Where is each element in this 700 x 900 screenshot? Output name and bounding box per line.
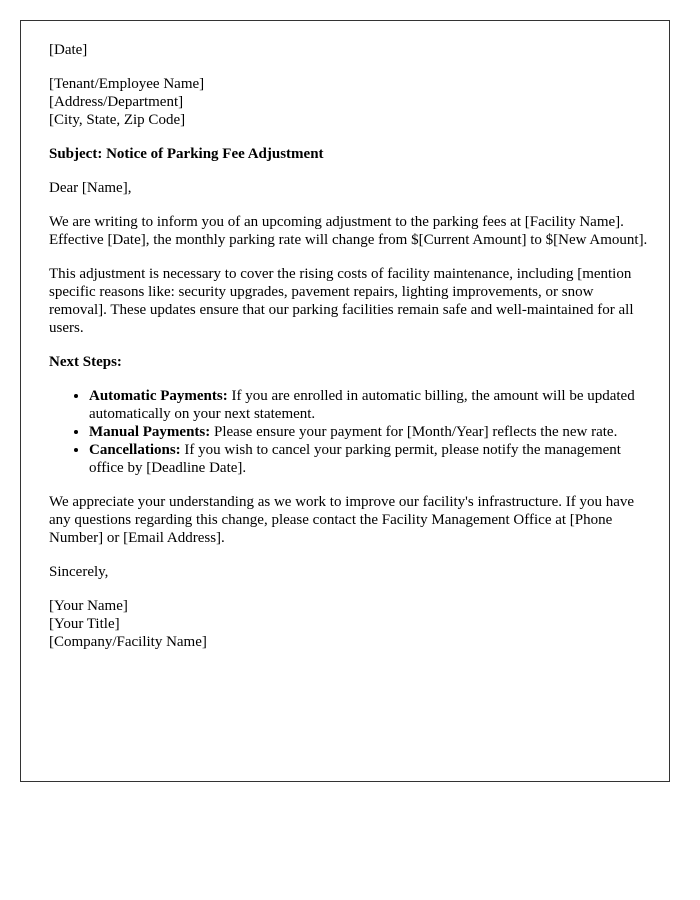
recipient-address-block [49, 75, 649, 129]
step-label: Manual Payments: [89, 424, 211, 440]
letter-date: [Date] [49, 42, 88, 58]
signature-block [49, 597, 649, 651]
letter-closing: Sincerely, [49, 564, 109, 580]
step-text: If you are enrolled in automatic billing, the amount will be updated automatically on your next statement. [89, 388, 635, 422]
letter-salutation: Dear [Name], [49, 180, 132, 196]
step-text: If you wish to cancel your parking permit, please notify the management office by [Deadline Date]. [89, 442, 621, 476]
recipient-name: [Tenant/Employee Name] [49, 76, 205, 92]
signature-company: [Company/Facility Name] [49, 634, 207, 650]
letter-subject: Subject: Notice of Parking Fee Adjustment [49, 146, 324, 162]
step-item-manual-payments [89, 423, 649, 441]
step-item-automatic-payments [89, 387, 649, 423]
step-text: Please ensure your payment for [Month/Year] reflects the new rate. [210, 424, 618, 440]
body-paragraph-1: We are writing to inform you of an upcoming adjustment to the parking fees at [Facility Name]. Effective [Date], the monthly parking rate will change from $[Current Amount] to $[New Amount]. [49, 214, 648, 248]
recipient-address: [Address/Department] [49, 94, 184, 110]
next-steps-heading: Next Steps: [49, 354, 122, 370]
step-label: Cancellations: [89, 442, 181, 458]
step-label: Automatic Payments: [89, 388, 228, 404]
signature-title: [Your Title] [49, 616, 120, 632]
body-paragraph-3: We appreciate your understanding as we work to improve our facility's infrastructure. If you have any questions regarding this change, please contact the Facility Management Office at [Phone Number] or [Email Address]. [49, 494, 635, 546]
letter-page [20, 20, 670, 782]
body-paragraph-2: This adjustment is necessary to cover the rising costs of facility maintenance, including [mention specific reasons like: security upgrades, pavement repairs, lighting improvements, or snow removal]. These updates ensure that our parking facilities remain safe and well-maintained for all users. [49, 266, 634, 336]
recipient-city: [City, State, Zip Code] [49, 112, 186, 128]
next-steps-list [49, 387, 649, 477]
step-item-cancellations [89, 441, 649, 477]
signature-name: [Your Name] [49, 598, 128, 614]
